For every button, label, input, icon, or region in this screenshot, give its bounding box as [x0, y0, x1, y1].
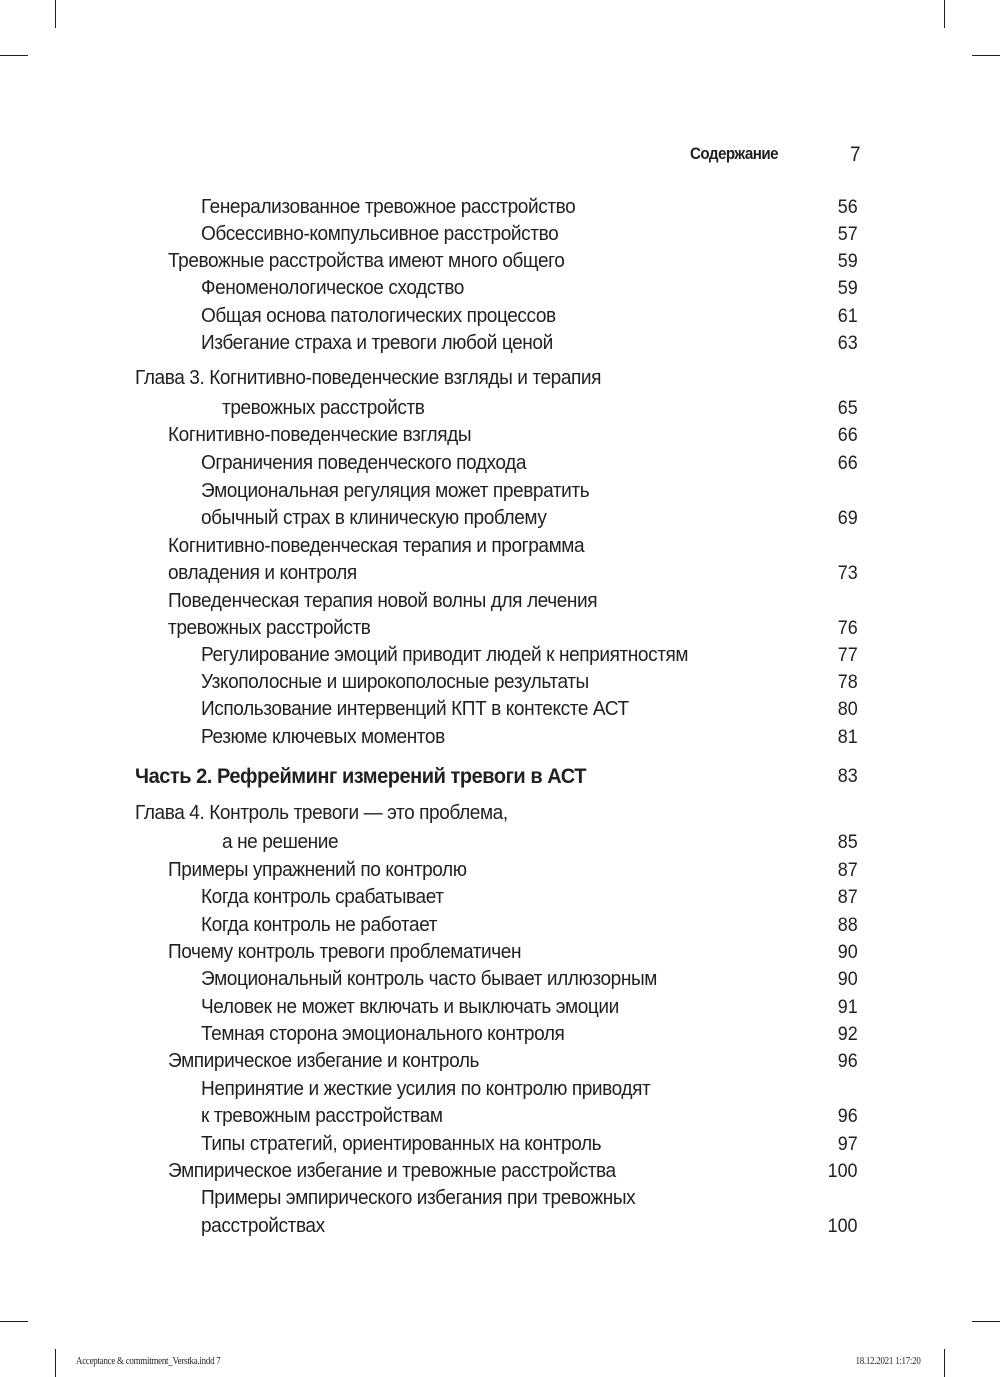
crop-mark: [0, 55, 28, 56]
toc-entry-title[interactable]: Темная сторона эмоционального контроля: [201, 1022, 565, 1045]
toc-page-number: 87: [838, 859, 858, 881]
toc-page-number: 91: [838, 996, 858, 1018]
toc-page-number: 73: [838, 562, 858, 584]
toc-page-number: 76: [838, 617, 858, 639]
toc-chapter-title[interactable]: тревожных расстройств: [222, 396, 425, 419]
toc-page-number: 88: [838, 914, 858, 936]
toc-page-number: 65: [838, 397, 858, 419]
toc-page-number: 69: [838, 507, 858, 529]
toc-page-number: 100: [828, 1160, 858, 1182]
toc-page-number: 61: [838, 305, 858, 327]
toc-entry-title[interactable]: Генерализованное тревожное расстройство: [201, 195, 576, 218]
toc-entry-title[interactable]: Резюме ключевых моментов: [201, 725, 445, 748]
toc-page-number: 81: [838, 726, 858, 748]
crop-mark: [55, 0, 56, 28]
toc-entry-title[interactable]: расстройствах: [201, 1214, 325, 1237]
toc-page-number: 77: [838, 644, 858, 666]
toc-entry-title[interactable]: Регулирование эмоций приводит людей к неприятностям: [201, 643, 689, 666]
toc-entry-title[interactable]: Общая основа патологических процессов: [201, 304, 556, 327]
toc-page-number: 66: [838, 424, 858, 446]
toc-entry-title[interactable]: Тревожные расстройства имеют много общего: [168, 249, 565, 272]
slug-timestamp: 18.12.2021 1:17:20: [855, 1356, 921, 1367]
toc-entry-title[interactable]: Обсессивно-компульсивное расстройство: [201, 222, 559, 245]
toc-entry-title[interactable]: Почему контроль тревоги проблематичен: [168, 940, 522, 963]
toc-entry-title[interactable]: Использование интервенций КПТ в контексте АСТ: [201, 697, 629, 720]
toc-chapter-title[interactable]: а не решение: [222, 830, 339, 853]
toc-entry-title[interactable]: Примеры эмпирического избегания при тревожных: [201, 1186, 636, 1209]
toc-entry-title[interactable]: Феноменологическое сходство: [201, 276, 464, 299]
slug-filename: Acceptance & commitment_Verstka.indd 7: [76, 1356, 221, 1367]
toc-entry-title[interactable]: Типы стратегий, ориентированных на контроль: [201, 1132, 602, 1155]
toc-entry-title[interactable]: Избегание страха и тревоги любой ценой: [201, 331, 553, 354]
toc-entry-title[interactable]: овладения и контроля: [168, 561, 357, 584]
toc-page-number: 63: [838, 332, 858, 354]
toc-page-number: 80: [838, 698, 858, 720]
toc-chapter-title[interactable]: Глава 4. Контроль тревоги — это проблема,: [135, 801, 508, 824]
toc-entry-title[interactable]: Примеры упражнений по контролю: [168, 858, 467, 881]
toc-page-number: 83: [838, 765, 858, 787]
toc-entry-title[interactable]: Поведенческая терапия новой волны для лечения: [168, 589, 598, 612]
toc-page-number: 96: [838, 1105, 858, 1127]
toc-page-number: 57: [838, 223, 858, 245]
toc-entry-title[interactable]: тревожных расстройств: [168, 616, 371, 639]
toc-page-number: 56: [838, 196, 858, 218]
crop-mark: [55, 1349, 56, 1377]
crop-mark: [972, 1321, 1000, 1322]
toc-page-number: 96: [838, 1050, 858, 1072]
toc-page-number: 97: [838, 1133, 858, 1155]
toc-page-number: 59: [838, 277, 858, 299]
toc-entry-title[interactable]: Когда контроль срабатывает: [201, 885, 444, 908]
toc-page-number: 90: [838, 941, 858, 963]
toc-page-number: 59: [838, 250, 858, 272]
running-header-title: Содержание: [690, 145, 779, 163]
toc-part-title[interactable]: Часть 2. Рефрейминг измерений тревоги в АСТ: [135, 764, 586, 788]
toc-entry-title[interactable]: Эмоциональный контроль часто бывает иллюзорным: [201, 967, 657, 990]
toc-entry-title[interactable]: Эмпирическое избегание и тревожные расстройства: [168, 1159, 616, 1182]
toc-entry-title[interactable]: Эмоциональная регуляция может превратить: [201, 479, 590, 502]
toc-page-number: 90: [838, 968, 858, 990]
crop-mark: [944, 1349, 945, 1377]
page-number: 7: [850, 143, 861, 166]
crop-mark: [972, 55, 1000, 56]
toc-entry-title[interactable]: Эмпирическое избегание и контроль: [168, 1049, 480, 1072]
toc-entry-title[interactable]: обычный страх в клиническую проблему: [201, 506, 547, 529]
toc-entry-title[interactable]: к тревожным расстройствам: [201, 1104, 443, 1127]
toc-chapter-title[interactable]: Глава 3. Когнитивно-поведенческие взгляды и терапия: [135, 366, 602, 389]
toc-page-number: 92: [838, 1023, 858, 1045]
toc-entry-title[interactable]: Когда контроль не работает: [201, 913, 438, 936]
toc-entry-title[interactable]: Ограничения поведенческого подхода: [201, 451, 527, 474]
toc-page-number: 87: [838, 886, 858, 908]
toc-entry-title[interactable]: Когнитивно-поведенческая терапия и программа: [168, 534, 585, 557]
toc-entry-title[interactable]: Человек не может включать и выключать эмоции: [201, 995, 619, 1018]
toc-entry-title[interactable]: Узкополосные и широкополосные результаты: [201, 670, 589, 693]
toc-page-number: 78: [838, 671, 858, 693]
toc-page-number: 85: [838, 831, 858, 853]
crop-mark: [0, 1321, 28, 1322]
toc-entry-title[interactable]: Непринятие и жесткие усилия по контролю приводят: [201, 1077, 651, 1100]
toc-page-number: 100: [828, 1215, 858, 1237]
crop-mark: [944, 0, 945, 28]
toc-page-number: 66: [838, 452, 858, 474]
toc-entry-title[interactable]: Когнитивно-поведенческие взгляды: [168, 423, 472, 446]
